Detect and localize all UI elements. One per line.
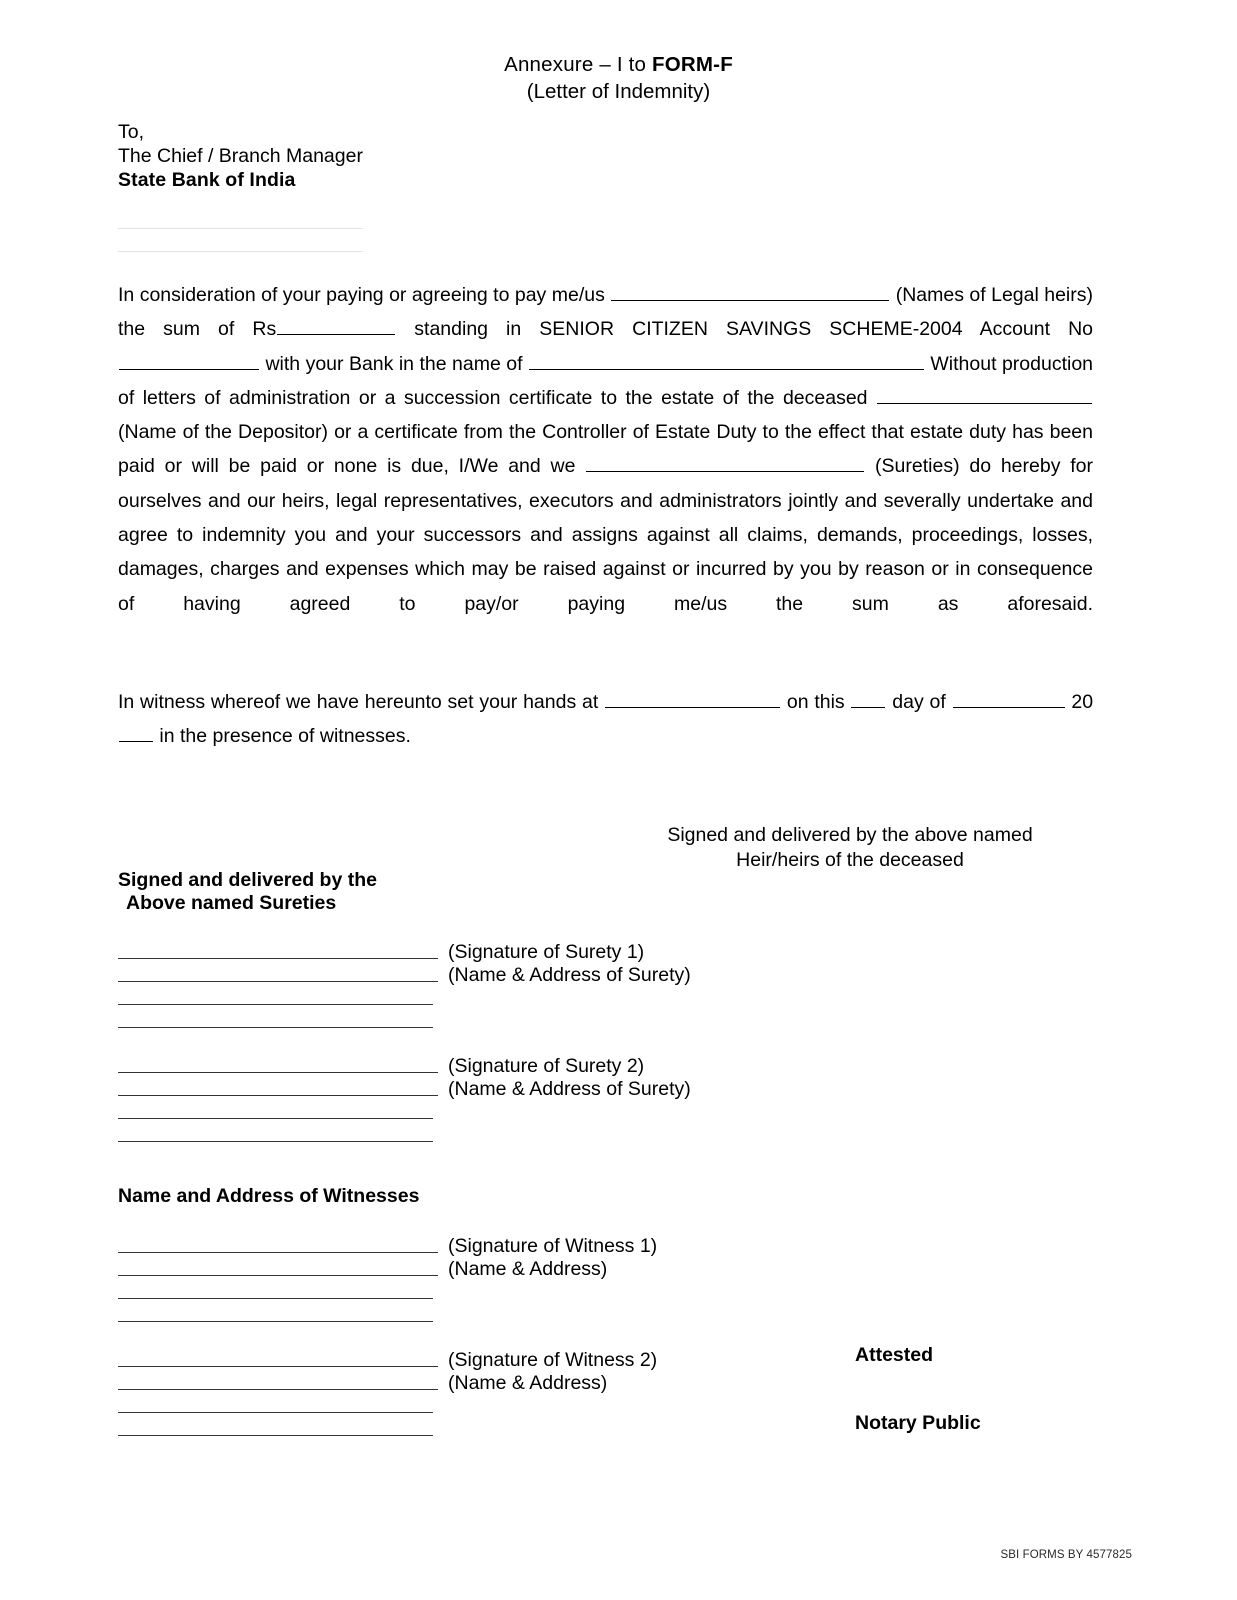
surety-1-signature-group <box>118 936 1078 1028</box>
blank-depositor-name[interactable] <box>877 386 1092 404</box>
blank-place[interactable] <box>605 690 780 708</box>
surety-2-signature-row <box>118 1050 1078 1077</box>
witness-sentence-3: day of <box>892 691 946 713</box>
witness-2-address-line-3[interactable] <box>118 1435 433 1436</box>
body-sentence-3: standing in SENIOR CITIZEN SAVINGS SCHEME-2004 Account No <box>414 318 1094 341</box>
witness-2-address-row-2 <box>118 1390 1078 1413</box>
body-sentence-6: (Name of the Depositor) or a certificate from the Controller of Estate Duty to the effect that estate duty has been paid or will be paid or none is due, I/We and we <box>118 421 1093 478</box>
witness-1-signature-group <box>118 1230 1078 1322</box>
header-subtitle: (Letter of Indemnity) <box>526 80 711 103</box>
body-sentence-7: (Sureties) do hereby for ourselves and our heirs, legal representatives, executors and administrators jointly and severally undertake and agree to indemnity you and your successors and assigns against all claims, demands, proceedings, losses, damages, charges and expenses which may be raised against or incurred by you by reason or in consequence of having agreed to pay/or paying me/us the sum as aforesaid. <box>118 455 1093 615</box>
witness-1-address-label: (Name & Address) <box>448 1258 608 1280</box>
witness-1-signature-row <box>118 1230 1078 1257</box>
addressee-manager: The Chief / Branch Manager <box>118 145 363 167</box>
header-annexure-text: Annexure – I to <box>504 53 653 76</box>
witness-2-address-label: (Name & Address) <box>448 1372 608 1394</box>
surety-2-signature-label: (Signature of Surety 2) <box>448 1055 645 1077</box>
notary-public-label: Notary Public <box>855 1412 981 1434</box>
witness-2-signature-label: (Signature of Witness 2) <box>448 1349 658 1371</box>
addressee-blank-line-2[interactable] <box>118 229 363 252</box>
surety-2-address-row <box>118 1073 1078 1100</box>
addressee-blank-line-1[interactable] <box>118 206 363 229</box>
blank-month[interactable] <box>953 690 1065 708</box>
surety-1-signature-label: (Signature of Surety 1) <box>448 941 645 963</box>
witness-paragraph-text <box>118 685 1093 754</box>
body-sentence-5: Without production of letters of administration or a succession certificate to the estate of the deceased <box>118 352 1094 409</box>
witness-1-address-row-3 <box>118 1299 1078 1322</box>
surety-1-address-label: (Name & Address of Surety) <box>448 964 691 986</box>
document-header <box>0 52 1237 105</box>
sureties-heading-line-2: Above named Sureties <box>126 892 337 914</box>
witness-1-address-row <box>118 1253 1078 1280</box>
blank-sureties-names[interactable] <box>586 454 864 472</box>
surety-1-address-line-3[interactable] <box>118 1027 433 1028</box>
addressee-block <box>118 120 363 252</box>
addressee-bank-name: State Bank of India <box>118 169 296 191</box>
surety-1-address-row-3 <box>118 1005 1078 1028</box>
surety-1-signature-row <box>118 936 1078 963</box>
addressee-to: To, <box>118 121 145 143</box>
body-sentence-1: In consideration of your paying or agreeing to pay me/us <box>118 284 605 306</box>
witness-sentence-4: 20 <box>1071 691 1094 713</box>
surety-2-address-row-3 <box>118 1119 1078 1142</box>
header-form-name: FORM-F <box>652 53 733 76</box>
surety-2-address-row-2 <box>118 1096 1078 1119</box>
attested-label: Attested <box>855 1344 934 1366</box>
surety-2-address-label: (Name & Address of Surety) <box>448 1078 691 1100</box>
sureties-signature-heading <box>118 869 377 915</box>
blank-account-number[interactable] <box>119 352 259 370</box>
surety-1-address-row <box>118 959 1078 986</box>
witness-1-address-line-3[interactable] <box>118 1321 433 1322</box>
witness-1-address-row-2 <box>118 1276 1078 1299</box>
surety-2-address-line-3[interactable] <box>118 1141 433 1142</box>
indemnity-paragraph-text <box>118 278 1093 621</box>
surety-2-signature-group <box>118 1050 1078 1142</box>
surety-1-address-row-2 <box>118 982 1078 1005</box>
witness-body-paragraph <box>118 685 1093 754</box>
witness-2-address-row <box>118 1367 1078 1394</box>
blank-year[interactable] <box>119 724 153 742</box>
heir-block-line-1: Signed and delivered by the above named <box>667 824 1033 846</box>
blank-sum-amount[interactable] <box>277 317 395 335</box>
blank-account-holder-name[interactable] <box>529 352 924 370</box>
witness-2-signature-row <box>118 1344 1078 1371</box>
header-title-line <box>0 52 1237 78</box>
heir-block-line-2: Heir/heirs of the deceased <box>736 848 964 871</box>
body-sentence-2: (Names of Legal heirs) the sum of Rs <box>118 284 1094 341</box>
form-code-footer: SBI FORMS BY 4577825 <box>1000 1549 1132 1561</box>
sureties-heading-line-1: Signed and delivered by the <box>118 869 377 891</box>
blank-day[interactable] <box>851 690 885 708</box>
witness-sentence-1: In witness whereof we have hereunto set your hands at <box>118 691 599 713</box>
heir-signature-block <box>600 823 1100 872</box>
witness-sentence-5: in the presence of witnesses. <box>159 725 411 748</box>
witnesses-section-heading: Name and Address of Witnesses <box>118 1185 420 1207</box>
witness-sentence-2: on this <box>786 691 845 713</box>
body-sentence-4: with your Bank in the name of <box>265 352 523 375</box>
witness-1-signature-label: (Signature of Witness 1) <box>448 1235 658 1257</box>
blank-names-of-legal-heirs[interactable] <box>611 283 889 301</box>
indemnity-body-paragraph <box>118 278 1093 621</box>
